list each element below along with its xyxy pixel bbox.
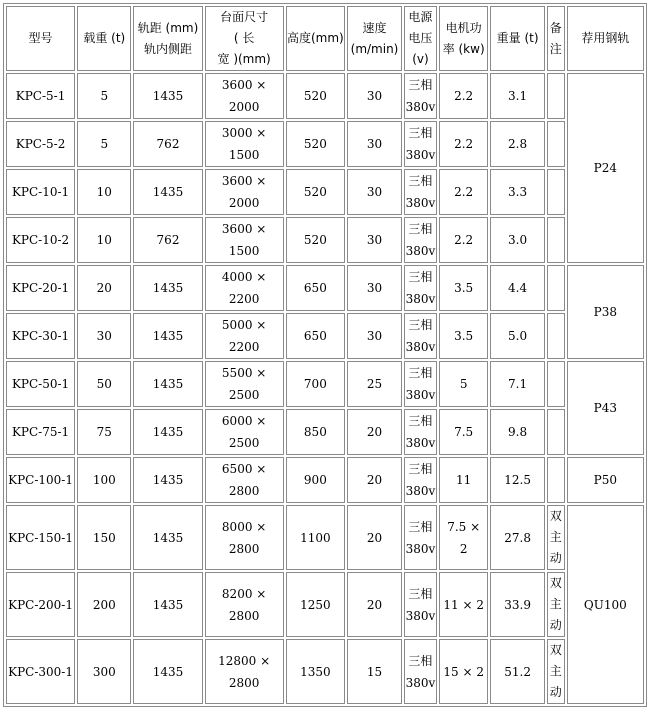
header-gauge-line: 轨内侧距 — [144, 41, 193, 56]
cell-load: 300 — [77, 639, 131, 704]
cell-size — [205, 639, 284, 704]
cell-note — [547, 457, 565, 503]
cell-motor — [439, 639, 488, 704]
header-table-size-line: ( 长 — [233, 31, 255, 45]
cell-note — [547, 361, 565, 407]
cell-size-line: 2200 — [228, 340, 260, 354]
cell-size-line: 2800 — [228, 608, 260, 623]
header-power-voltage-line: 电源 — [408, 10, 433, 24]
cell-speed: 30 — [347, 121, 402, 167]
table-row — [6, 121, 644, 167]
header-power-voltage-line: (v) — [412, 52, 429, 66]
cell-size-line: 5500 × — [221, 366, 267, 380]
cell-note-line: 双 — [549, 643, 562, 657]
cell-motor — [439, 265, 488, 311]
cell-motor-line: 2.2 — [454, 185, 474, 199]
cell-speed: 30 — [347, 217, 402, 263]
cell-size-line: 2000 — [228, 100, 260, 114]
header-note — [547, 6, 565, 71]
header-speed — [347, 6, 402, 71]
cell-height: 650 — [286, 265, 345, 311]
cell-power-line: 三相 — [408, 78, 433, 92]
cell-motor-line: 2.2 — [454, 89, 474, 103]
cell-gauge: 1435 — [133, 639, 202, 704]
header-table-size-line: 台面尺寸 — [220, 10, 269, 24]
cell-model: KPC-10-1 — [6, 169, 75, 215]
cell-power — [404, 572, 437, 637]
cell-motor-line: 7.5 × — [447, 519, 481, 534]
cell-power-line: 380v — [405, 196, 436, 210]
cell-speed: 20 — [347, 505, 402, 570]
header-speed-line: (m/min) — [350, 41, 399, 56]
spec-table — [3, 3, 647, 707]
cell-speed: 30 — [347, 265, 402, 311]
cell-speed: 25 — [347, 361, 402, 407]
cell-weight: 12.5 — [490, 457, 544, 503]
cell-speed: 20 — [347, 409, 402, 455]
cell-motor-line: 2.2 — [454, 137, 474, 151]
cell-note — [547, 639, 565, 704]
cell-size — [205, 457, 284, 503]
cell-gauge: 1435 — [133, 265, 202, 311]
table-row — [6, 505, 644, 570]
cell-note — [547, 572, 565, 637]
cell-power-line: 三相 — [408, 126, 433, 140]
cell-weight: 3.3 — [490, 169, 544, 215]
header-motor-power-line: 电机功 — [445, 20, 482, 35]
cell-model: KPC-75-1 — [6, 409, 75, 455]
table-row — [6, 265, 644, 311]
cell-load: 30 — [77, 313, 131, 359]
header-speed-line: 速度 — [362, 20, 387, 35]
header-table-size-line: 宽 )(mm) — [217, 52, 271, 66]
header-motor-power-line: 率 (kw) — [442, 41, 485, 56]
cell-motor-line: 11 — [456, 473, 472, 487]
cell-power — [404, 361, 437, 407]
header-note-line: 备 — [549, 20, 562, 35]
cell-power — [404, 457, 437, 503]
cell-size-line: 2500 — [228, 436, 260, 450]
cell-height: 1250 — [286, 572, 345, 637]
cell-motor-line: 3.5 — [454, 329, 474, 343]
table-row — [6, 361, 644, 407]
cell-gauge: 762 — [133, 121, 202, 167]
header-model-line: 型号 — [28, 31, 53, 45]
cell-speed: 30 — [347, 169, 402, 215]
cell-rail: P24 — [567, 73, 644, 263]
cell-height: 520 — [286, 121, 345, 167]
cell-size-line: 3600 × — [221, 78, 267, 92]
header-row — [6, 6, 644, 71]
cell-size — [205, 73, 284, 119]
cell-size-line: 3600 × — [221, 222, 267, 236]
cell-gauge: 1435 — [133, 361, 202, 407]
cell-load: 50 — [77, 361, 131, 407]
cell-load: 100 — [77, 457, 131, 503]
cell-power — [404, 265, 437, 311]
cell-size-line: 2000 — [228, 196, 260, 210]
cell-gauge: 1435 — [133, 409, 202, 455]
cell-power-line: 三相 — [408, 174, 433, 188]
cell-load: 10 — [77, 217, 131, 263]
header-power-voltage — [404, 6, 437, 71]
cell-height: 520 — [286, 169, 345, 215]
cell-note-line: 双 — [549, 509, 562, 523]
cell-power-line: 380v — [405, 541, 436, 556]
cell-height: 700 — [286, 361, 345, 407]
cell-motor — [439, 505, 488, 570]
header-weight-line: 重量 (t) — [496, 31, 539, 45]
cell-gauge: 1435 — [133, 313, 202, 359]
cell-power — [404, 409, 437, 455]
cell-model: KPC-200-1 — [6, 572, 75, 637]
cell-power-line: 380v — [405, 388, 436, 402]
cell-load: 5 — [77, 121, 131, 167]
cell-motor — [439, 217, 488, 263]
cell-motor — [439, 169, 488, 215]
cell-note — [547, 409, 565, 455]
cell-size-line: 2800 — [228, 675, 260, 690]
cell-power — [404, 313, 437, 359]
cell-load: 75 — [77, 409, 131, 455]
cell-rail: P38 — [567, 265, 644, 359]
cell-power-line: 三相 — [408, 270, 433, 284]
cell-size — [205, 572, 284, 637]
cell-size-line: 3600 × — [221, 174, 267, 188]
cell-motor-line: 2.2 — [454, 233, 474, 247]
header-weight — [490, 6, 544, 71]
cell-power-line: 三相 — [408, 586, 433, 601]
cell-motor — [439, 572, 488, 637]
cell-note-line: 动 — [549, 685, 562, 699]
cell-height: 1350 — [286, 639, 345, 704]
cell-size-line: 1500 — [228, 244, 260, 258]
cell-rail: QU100 — [567, 505, 644, 704]
cell-height: 650 — [286, 313, 345, 359]
header-load — [77, 6, 131, 71]
header-recommended-rail-line: 荐用钢轨 — [581, 31, 630, 45]
cell-motor-line: 15 × 2 — [443, 664, 484, 679]
cell-size-line: 1500 — [228, 148, 260, 162]
cell-power-line: 三相 — [408, 462, 433, 476]
cell-size-line: 2800 — [228, 541, 260, 556]
cell-load: 10 — [77, 169, 131, 215]
cell-height: 900 — [286, 457, 345, 503]
header-note-line: 注 — [549, 41, 562, 56]
cell-size-line: 12800 × — [218, 653, 271, 668]
cell-speed: 20 — [347, 457, 402, 503]
cell-size-line: 8000 × — [221, 519, 267, 534]
cell-power-line: 380v — [405, 675, 436, 690]
cell-gauge: 762 — [133, 217, 202, 263]
header-height-line: 高度(mm) — [287, 31, 344, 45]
cell-note — [547, 121, 565, 167]
cell-load: 5 — [77, 73, 131, 119]
cell-model: KPC-5-2 — [6, 121, 75, 167]
cell-load: 150 — [77, 505, 131, 570]
table-row — [6, 169, 644, 215]
cell-note-line: 动 — [549, 551, 562, 565]
cell-note-line: 主 — [549, 530, 562, 544]
cell-note-line: 双 — [549, 576, 562, 590]
cell-power-line: 三相 — [408, 653, 433, 668]
cell-power — [404, 217, 437, 263]
cell-weight: 33.9 — [490, 572, 544, 637]
cell-size-line: 3000 × — [221, 126, 267, 140]
cell-size — [205, 361, 284, 407]
cell-size — [205, 169, 284, 215]
cell-load: 200 — [77, 572, 131, 637]
header-gauge — [133, 6, 202, 71]
cell-gauge: 1435 — [133, 572, 202, 637]
cell-size-line: 5000 × — [221, 318, 267, 332]
cell-rail: P50 — [567, 457, 644, 503]
cell-power-line: 380v — [405, 340, 436, 354]
cell-power-line: 380v — [405, 148, 436, 162]
cell-size — [205, 121, 284, 167]
cell-size-line: 2200 — [228, 292, 260, 306]
cell-note — [547, 313, 565, 359]
cell-weight: 9.8 — [490, 409, 544, 455]
cell-model: KPC-50-1 — [6, 361, 75, 407]
cell-model: KPC-100-1 — [6, 457, 75, 503]
cell-power-line: 380v — [405, 292, 436, 306]
header-power-voltage-line: 电压 — [408, 31, 433, 45]
cell-power — [404, 73, 437, 119]
cell-size-line: 4000 × — [221, 270, 267, 284]
cell-size-line: 8200 × — [221, 586, 267, 601]
cell-height: 520 — [286, 217, 345, 263]
header-gauge-line: 轨距 (mm) — [137, 20, 199, 35]
cell-size-line: 2800 — [228, 484, 260, 498]
cell-size — [205, 313, 284, 359]
table-body — [6, 73, 644, 704]
header-height — [286, 6, 345, 71]
cell-note — [547, 505, 565, 570]
cell-power — [404, 169, 437, 215]
cell-weight: 3.0 — [490, 217, 544, 263]
cell-gauge: 1435 — [133, 505, 202, 570]
cell-note-line: 动 — [549, 618, 562, 632]
cell-gauge: 1435 — [133, 73, 202, 119]
cell-power-line: 380v — [405, 244, 436, 258]
header-table-size — [205, 6, 284, 71]
cell-motor-line: 7.5 — [454, 425, 474, 439]
cell-size-line: 6500 × — [221, 462, 267, 476]
cell-motor — [439, 313, 488, 359]
cell-motor — [439, 73, 488, 119]
cell-speed: 20 — [347, 572, 402, 637]
cell-weight: 4.4 — [490, 265, 544, 311]
cell-gauge: 1435 — [133, 457, 202, 503]
cell-power-line: 380v — [405, 484, 436, 498]
cell-note-line: 主 — [549, 664, 562, 678]
cell-size-line: 6000 × — [221, 414, 267, 428]
cell-power-line: 三相 — [408, 366, 433, 380]
cell-model: KPC-20-1 — [6, 265, 75, 311]
table-row — [6, 217, 644, 263]
cell-motor — [439, 409, 488, 455]
table-row — [6, 572, 644, 637]
cell-model: KPC-10-2 — [6, 217, 75, 263]
cell-note — [547, 265, 565, 311]
cell-load: 20 — [77, 265, 131, 311]
cell-speed: 30 — [347, 73, 402, 119]
cell-gauge: 1435 — [133, 169, 202, 215]
cell-motor — [439, 457, 488, 503]
cell-note-line: 主 — [549, 597, 562, 611]
cell-model: KPC-30-1 — [6, 313, 75, 359]
cell-rail: P43 — [567, 361, 644, 455]
header-recommended-rail — [567, 6, 644, 71]
cell-power-line: 380v — [405, 436, 436, 450]
cell-power-line: 380v — [405, 100, 436, 114]
cell-height: 850 — [286, 409, 345, 455]
cell-speed: 15 — [347, 639, 402, 704]
table-row — [6, 313, 644, 359]
cell-weight: 27.8 — [490, 505, 544, 570]
table-row — [6, 409, 644, 455]
cell-weight: 5.0 — [490, 313, 544, 359]
cell-speed: 30 — [347, 313, 402, 359]
cell-motor-line: 2 — [459, 541, 468, 556]
header-load-line: 载重 (t) — [83, 31, 126, 45]
cell-height: 1100 — [286, 505, 345, 570]
table-row — [6, 639, 644, 704]
cell-power-line: 三相 — [408, 318, 433, 332]
cell-motor-line: 11 × 2 — [443, 597, 484, 612]
cell-weight: 2.8 — [490, 121, 544, 167]
cell-power — [404, 505, 437, 570]
cell-power-line: 380v — [405, 608, 436, 623]
cell-size — [205, 217, 284, 263]
cell-power-line: 三相 — [408, 519, 433, 534]
cell-motor — [439, 361, 488, 407]
header-model — [6, 6, 75, 71]
cell-power — [404, 121, 437, 167]
cell-size — [205, 409, 284, 455]
cell-model: KPC-5-1 — [6, 73, 75, 119]
cell-motor-line: 3.5 — [454, 281, 474, 295]
cell-size — [205, 265, 284, 311]
cell-height: 520 — [286, 73, 345, 119]
cell-power-line: 三相 — [408, 222, 433, 236]
cell-model: KPC-300-1 — [6, 639, 75, 704]
cell-model: KPC-150-1 — [6, 505, 75, 570]
cell-size — [205, 505, 284, 570]
cell-weight: 3.1 — [490, 73, 544, 119]
table-row — [6, 457, 644, 503]
cell-power — [404, 639, 437, 704]
cell-weight: 51.2 — [490, 639, 544, 704]
header-motor-power — [439, 6, 488, 71]
cell-note — [547, 169, 565, 215]
cell-weight: 7.1 — [490, 361, 544, 407]
cell-note — [547, 73, 565, 119]
table-row — [6, 73, 644, 119]
cell-note — [547, 217, 565, 263]
cell-motor — [439, 121, 488, 167]
cell-motor-line: 5 — [459, 377, 468, 391]
cell-size-line: 2500 — [228, 388, 260, 402]
cell-power-line: 三相 — [408, 414, 433, 428]
